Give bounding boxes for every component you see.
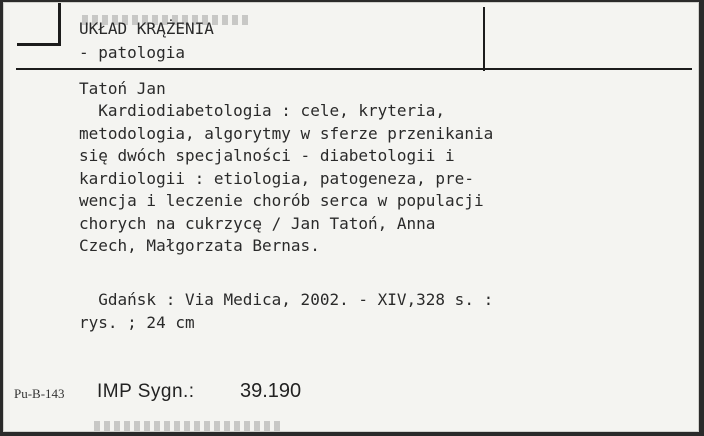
header-rule	[16, 68, 692, 70]
imprint-line: Gdańsk : Via Medica, 2002. - XIV,328 s. :	[79, 290, 494, 309]
corner-box-horizontal	[17, 43, 61, 46]
title-line: metodologia, algorytmy w sferze przenikania	[79, 123, 494, 143]
bleed-through-bottom	[94, 421, 284, 431]
library-code: Pu-B-143	[14, 386, 65, 401]
subject-heading: UKŁAD KRĄŻENIA	[79, 19, 214, 38]
sygn-value: 39.190	[240, 380, 302, 402]
corner-box-vertical	[58, 3, 61, 45]
title-line: Kardiodiabetologia : cele, kryteria,	[79, 101, 446, 120]
imprint	[79, 289, 493, 334]
imprint-line: rys. ; 24 cm	[79, 312, 195, 332]
header-divider	[483, 7, 485, 71]
title-statement	[79, 100, 493, 258]
title-line: chorych na cukrzycę / Jan Tatoń, Anna	[79, 213, 436, 233]
title-line: kardiologii : etiologia, patogeneza, pre-	[79, 168, 474, 188]
title-line: wencja i leczenie chorób serca w populacji	[79, 191, 484, 210]
sygn-label: IMP Sygn.:	[97, 381, 195, 402]
title-line: Czech, Małgorzata Bernas.	[79, 236, 320, 255]
catalog-card	[3, 2, 699, 432]
author: Tatoń Jan	[79, 79, 166, 98]
title-line: się dwóch specjalności - diabetologii i	[79, 146, 455, 165]
subject-subtopic: - patologia	[79, 43, 185, 62]
